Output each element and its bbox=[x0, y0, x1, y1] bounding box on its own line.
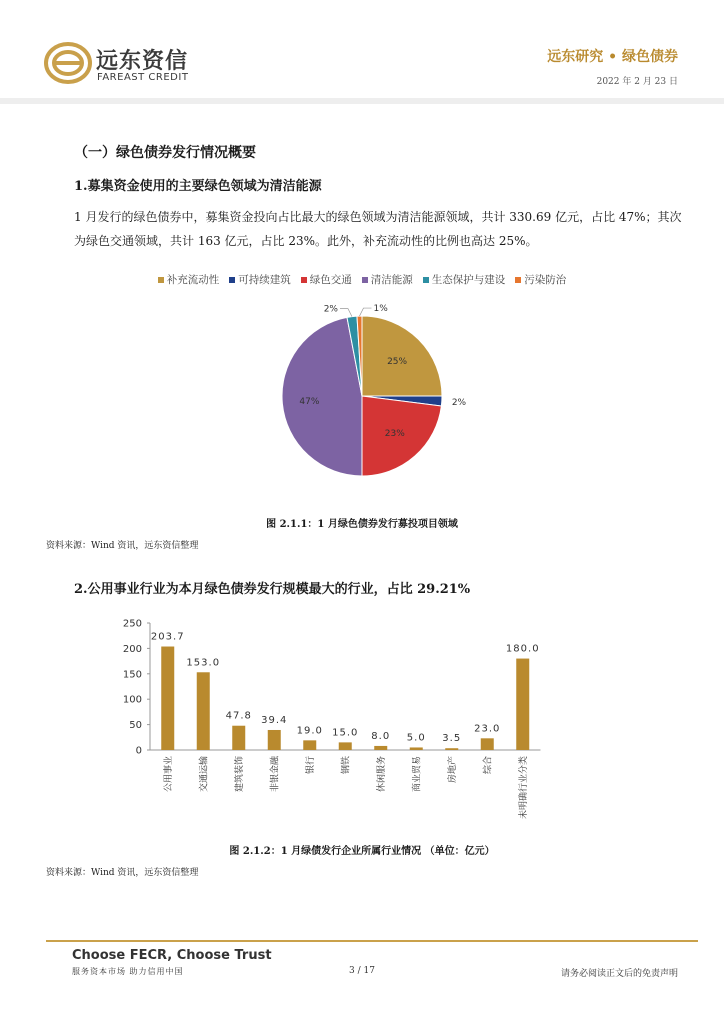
bar-value-label-4: 19.0 bbox=[296, 725, 323, 737]
x-tick-label-4: 银行 bbox=[305, 756, 316, 775]
brand-name-cn: 远东资信 bbox=[96, 49, 189, 74]
x-tick-label-7: 商业贸易 bbox=[412, 756, 423, 793]
bar-0 bbox=[161, 647, 174, 750]
y-tick-label-5: 250 bbox=[122, 618, 142, 630]
legend-label: 污染防治 bbox=[524, 274, 567, 286]
bar-5 bbox=[339, 742, 352, 750]
pie-label-3: 47% bbox=[299, 396, 320, 407]
page-number: 3 / 17 bbox=[349, 966, 375, 976]
bar-value-label-1: 153.0 bbox=[186, 657, 221, 669]
section-title: （一）绿色债券发行情况概要 bbox=[74, 145, 256, 161]
pie-label-5: 1% bbox=[373, 304, 388, 315]
pie-slice-3 bbox=[282, 317, 362, 476]
legend-swatch bbox=[515, 277, 521, 283]
bar-6 bbox=[374, 746, 387, 750]
x-tick-label-1: 交通运输 bbox=[199, 756, 210, 793]
pie-label-1: 2% bbox=[451, 398, 467, 409]
pie-chart bbox=[240, 296, 484, 486]
x-tick-label-3: 非银金融 bbox=[270, 756, 281, 793]
x-tick-label-8: 房地产 bbox=[447, 756, 458, 784]
x-tick-label-2: 建筑装饰 bbox=[234, 756, 245, 793]
legend-swatch bbox=[229, 277, 235, 283]
legend-item-0 bbox=[158, 272, 220, 287]
bar-value-label-7: 5.0 bbox=[406, 732, 426, 744]
fareast-logo-icon bbox=[44, 40, 92, 86]
bar-2 bbox=[232, 726, 245, 750]
bar-value-label-2: 47.8 bbox=[225, 710, 252, 722]
y-tick-label-0: 0 bbox=[135, 745, 142, 757]
x-tick-label-5: 钢铁 bbox=[341, 756, 352, 775]
bar-value-label-8: 3.5 bbox=[442, 733, 462, 745]
bar-10 bbox=[516, 659, 529, 750]
footer-divider bbox=[46, 940, 698, 942]
legend-swatch bbox=[362, 277, 368, 283]
x-tick-label-6: 休闲服务 bbox=[376, 756, 387, 793]
pie-label-0: 25% bbox=[387, 356, 408, 367]
subsection-title-2: 2.公用事业行业为本月绿色债券发行规模最大的行业，占比 29.21% bbox=[74, 582, 471, 597]
pie-leader-line bbox=[340, 309, 352, 317]
brand-name-en: FAREAST CREDIT bbox=[97, 72, 189, 83]
legend-label: 绿色交通 bbox=[309, 274, 352, 286]
y-tick-label-3: 150 bbox=[122, 669, 142, 681]
bar-value-label-9: 23.0 bbox=[474, 723, 501, 735]
y-tick-label-4: 200 bbox=[122, 643, 142, 655]
x-tick-label-9: 综合 bbox=[483, 756, 494, 775]
legend-item-2 bbox=[301, 272, 352, 287]
bar-value-label-0: 203.7 bbox=[150, 631, 185, 643]
bar-4 bbox=[303, 740, 316, 750]
bar-3 bbox=[268, 730, 281, 750]
paragraph-1: 1 月发行的绿色债券中，募集资金投向占比最大的绿色领域为清洁能源领域，共计 330.69 亿元，占比 47%；其次为绿色交通领域，共计 163 亿元，占比 23%。此外，补充流动性的比例也高达 25%。 bbox=[74, 210, 682, 248]
legend-item-3 bbox=[362, 272, 413, 287]
legend-label: 可持续建筑 bbox=[238, 274, 291, 286]
bar-chart bbox=[110, 612, 630, 832]
legend-item-5 bbox=[515, 272, 566, 287]
legend-label: 补充流动性 bbox=[166, 274, 220, 286]
pie-leader-line bbox=[359, 308, 371, 316]
figure-1-caption: 图 2.1.1：1 月绿色债券发行募投项目领域 bbox=[266, 519, 458, 530]
bar-8 bbox=[445, 748, 458, 750]
pie-label-2: 23% bbox=[384, 429, 405, 440]
header-divider bbox=[0, 98, 724, 104]
y-tick-label-2: 100 bbox=[122, 694, 142, 706]
y-tick-label-1: 50 bbox=[129, 720, 142, 732]
bar-value-label-3: 39.4 bbox=[261, 714, 288, 726]
legend-label: 清洁能源 bbox=[370, 274, 413, 286]
x-tick-label-10: 未明确行业分类 bbox=[518, 756, 529, 820]
pie-label-4: 2% bbox=[323, 304, 338, 315]
bar-value-label-10: 180.0 bbox=[505, 643, 540, 655]
footer-slogan: Choose FECR, Choose Trust bbox=[72, 948, 272, 963]
subsection-title-1: 1.募集资金使用的主要绿色领域为清洁能源 bbox=[74, 179, 322, 194]
bar-value-label-5: 15.0 bbox=[332, 727, 359, 739]
bar-7 bbox=[410, 747, 423, 750]
bar-value-label-6: 8.0 bbox=[371, 730, 391, 742]
legend-swatch bbox=[301, 277, 307, 283]
bar-1 bbox=[197, 672, 210, 750]
legend-label: 生态保护与建设 bbox=[431, 274, 506, 286]
bar-9 bbox=[481, 738, 494, 750]
x-tick-label-0: 公用事业 bbox=[163, 756, 174, 793]
legend-swatch bbox=[158, 277, 164, 283]
figure-2-source: 资料来源：Wind 资讯，远东资信整理 bbox=[46, 868, 199, 878]
legend-item-4 bbox=[423, 272, 506, 287]
header-tag: 远东研究 • 绿色债券 bbox=[547, 49, 678, 65]
footer-motto: 服务资本市场 助力信用中国 bbox=[72, 967, 184, 976]
figure-2-caption: 图 2.1.2：1 月绿债发行企业所属行业情况 （单位：亿元） bbox=[229, 846, 495, 857]
legend-item-1 bbox=[229, 272, 291, 287]
pie-legend bbox=[0, 272, 724, 287]
footer-disclaimer: 请务必阅读正文后的免责声明 bbox=[560, 969, 678, 979]
legend-swatch bbox=[423, 277, 429, 283]
figure-1-source: 资料来源：Wind 资讯，远东资信整理 bbox=[46, 541, 199, 551]
report-date: 2022 年 2 月 23 日 bbox=[596, 77, 678, 87]
